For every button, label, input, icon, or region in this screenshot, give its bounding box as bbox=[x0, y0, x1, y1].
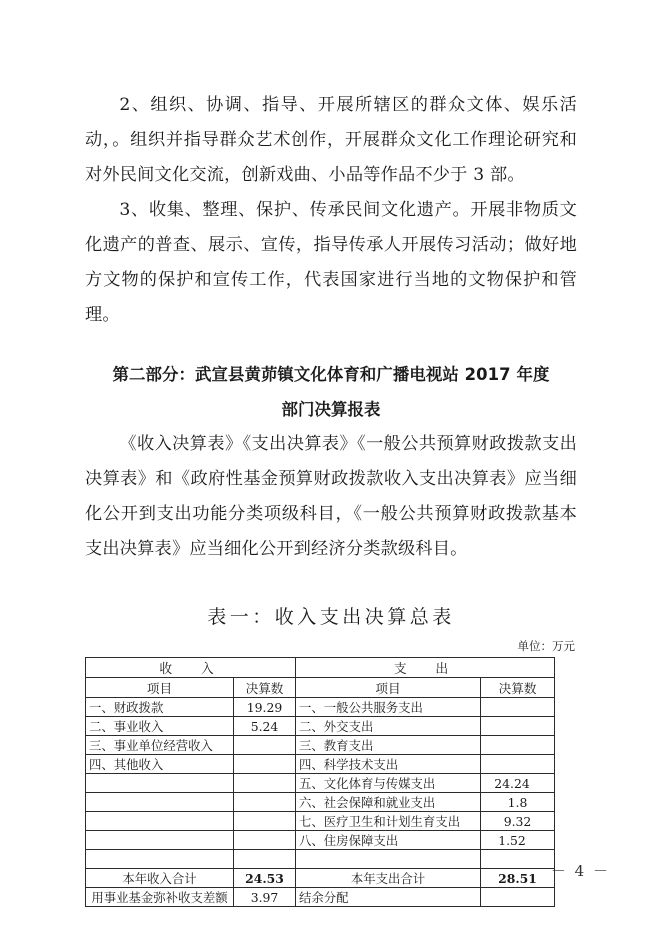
cell-expenditure-amount: 24.24 bbox=[481, 774, 555, 793]
column-header-expenditure-item: 项目 bbox=[296, 678, 481, 698]
cell-expenditure-item: 三、教育支出 bbox=[296, 736, 481, 755]
cell-income-item: 三、事业单位经营收入 bbox=[86, 736, 234, 755]
table-head bbox=[86, 658, 555, 698]
cell-income-item: 二、事业收入 bbox=[86, 717, 234, 736]
cell-final-expenditure-label: 结余分配 bbox=[296, 888, 481, 907]
table-unit-label: 单位：万元 bbox=[517, 639, 575, 653]
cell-expenditure-amount bbox=[481, 736, 555, 755]
cell-final-expenditure-amount bbox=[481, 888, 555, 907]
cell-income-amount: 19.29 bbox=[234, 698, 296, 717]
table-row bbox=[86, 812, 555, 831]
cell-income-item bbox=[86, 793, 234, 812]
group-header-expenditure: 支 出 bbox=[296, 658, 555, 678]
cell-income-amount: 5.24 bbox=[234, 717, 296, 736]
cell-income-amount bbox=[234, 736, 296, 755]
cell-total-income-label: 本年收入合计 bbox=[86, 869, 234, 888]
cell-income-amount bbox=[234, 774, 296, 793]
group-header-income: 收 入 bbox=[86, 658, 296, 678]
cell-expenditure-amount: 1.52 bbox=[481, 831, 555, 850]
cell-expenditure-amount bbox=[481, 698, 555, 717]
cell-income-item bbox=[86, 831, 234, 850]
column-header-expenditure-amount: 决算数 bbox=[481, 678, 555, 698]
page-number: － 4 － bbox=[550, 862, 610, 880]
cell-expenditure-amount bbox=[481, 755, 555, 774]
table-row bbox=[86, 717, 555, 736]
paragraph-report-forms: 《收入决算表》《支出决算表》《一般公共预算财政拨款支出决算表》和《政府性基金预算财政拨款收入支出决算表》应当细化公开到支出功能分类项级科目，《一般公共预算财政拨款基本支出决算表》应当细化公开到经济分类款级科目。 bbox=[85, 434, 577, 559]
cell-expenditure-item: 八、住房保障支出 bbox=[296, 831, 481, 850]
document-body bbox=[85, 88, 577, 907]
table-row bbox=[86, 736, 555, 755]
cell-expenditure-amount bbox=[481, 717, 555, 736]
cell-expenditure-item: 二、外交支出 bbox=[296, 717, 481, 736]
cell-final-income-label: 用事业基金弥补收支差额 bbox=[86, 888, 234, 907]
cell-expenditure-item: 一、一般公共服务支出 bbox=[296, 698, 481, 717]
cell-income-item: 一、财政拨款 bbox=[86, 698, 234, 717]
cell-total-expenditure-amount: 28.51 bbox=[481, 869, 555, 888]
table-row-final bbox=[86, 888, 555, 907]
cell-total-expenditure-label: 本年支出合计 bbox=[296, 869, 481, 888]
table-row bbox=[86, 698, 555, 717]
cell-income-item bbox=[86, 774, 234, 793]
cell-income-item bbox=[86, 812, 234, 831]
table-row bbox=[86, 831, 555, 850]
cell-expenditure-amount: 1.8 bbox=[481, 793, 555, 812]
table-caption: 表一：收入支出决算总表 bbox=[207, 606, 455, 628]
section-heading bbox=[85, 357, 577, 427]
section-heading-line-1: 第二部分：武宣县黄茆镇文化体育和广播电视站 2017 年度 bbox=[112, 365, 550, 384]
cell-expenditure-amount: 9.32 bbox=[481, 812, 555, 831]
column-header-income-item: 项目 bbox=[86, 678, 234, 698]
section-heading-line-2: 部门决算报表 bbox=[281, 400, 381, 419]
cell-expenditure-item: 四、科学技术支出 bbox=[296, 755, 481, 774]
cell-income-amount bbox=[234, 831, 296, 850]
column-header-income-amount: 决算数 bbox=[234, 678, 296, 698]
cell-income-amount bbox=[234, 812, 296, 831]
cell-expenditure-item: 五、文化体育与传媒支出 bbox=[296, 774, 481, 793]
cell-expenditure-item: 七、医疗卫生和计划生育支出 bbox=[296, 812, 481, 831]
paragraph-item-2: 2、组织、协调、指导、开展所辖区的群众文体、娱乐活动，。组织并指导群众艺术创作，开展群众文化工作理论研究和对外民间文化交流，创新戏曲、小品等作品不少于 3 部。 bbox=[85, 95, 577, 185]
cell-expenditure-item: 六、社会保障和就业支出 bbox=[296, 793, 481, 812]
cell-total-income-amount: 24.53 bbox=[234, 869, 296, 888]
cell-income-amount bbox=[234, 793, 296, 812]
table-row bbox=[86, 793, 555, 812]
table-group-header-row bbox=[86, 658, 555, 678]
cell-income-item: 四、其他收入 bbox=[86, 755, 234, 774]
cell-income-amount bbox=[234, 755, 296, 774]
cell-final-income-amount: 3.97 bbox=[234, 888, 296, 907]
table-row bbox=[86, 774, 555, 793]
paragraph-item-3: 3、收集、整理、保护、传承民间文化遗产。开展非物质文化遗产的普查、展示、宣传，指导传承人开展传习活动；做好地方文物的保护和宣传工作，代表国家进行当地的文物保护和管理。 bbox=[85, 200, 577, 325]
table-row bbox=[86, 755, 555, 774]
table-column-header-row bbox=[86, 678, 555, 698]
